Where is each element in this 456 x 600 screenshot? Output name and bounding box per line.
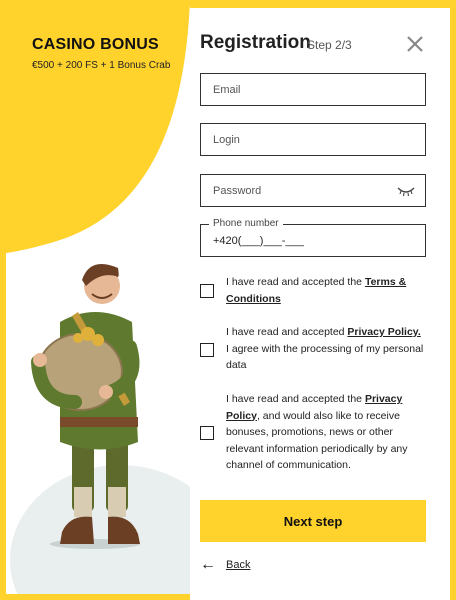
privacy-checkbox-suffix: I agree with the processing of my personal data (226, 342, 424, 371)
email-field[interactable] (201, 74, 405, 105)
marketing-checkbox-suffix: , and would also like to receive bonuses, promotions, news or other relevant information periodically by any channel of communication. (226, 409, 408, 471)
registration-title: Registration (200, 32, 311, 53)
privacy-policy-link[interactable]: Privacy Policy. (347, 326, 421, 338)
step-indicator: Step 2/3 (307, 38, 352, 52)
phone-label: Phone number (209, 218, 283, 229)
phone-field-wrapper[interactable] (200, 218, 426, 257)
privacy-checkbox-label (226, 324, 426, 374)
bonus-subtitle: €500 + 200 FS + 1 Bonus Crab (32, 60, 171, 71)
marketing-checkbox-text: I have read and accepted the (226, 393, 365, 405)
character-illustration (20, 252, 160, 552)
marketing-privacy-link[interactable]: Privacy Policy (226, 393, 403, 422)
bonus-title: CASINO BONUS (32, 36, 159, 53)
terms-checkbox-text: I have read and accepted the (226, 276, 365, 288)
login-field-wrapper (200, 123, 426, 156)
marketing-checkbox-label (226, 391, 426, 474)
terms-link[interactable]: Terms & Conditions (226, 276, 407, 305)
eye-closed-icon[interactable] (397, 184, 415, 202)
terms-checkbox[interactable] (200, 284, 214, 298)
registration-panel (190, 0, 456, 600)
email-field-wrapper (200, 73, 426, 106)
next-step-button[interactable]: Next step (200, 500, 426, 542)
password-field-wrapper (200, 174, 426, 207)
arrow-left-icon[interactable]: ← (200, 556, 216, 573)
privacy-checkbox[interactable] (200, 343, 214, 357)
privacy-checkbox-text: I have read and accepted (226, 326, 348, 338)
close-icon[interactable] (405, 34, 425, 54)
marketing-checkbox[interactable] (200, 426, 214, 440)
login-field[interactable] (201, 124, 405, 155)
top-accent-bar (190, 0, 456, 8)
back-link[interactable] (200, 557, 250, 573)
terms-checkbox-label (226, 274, 426, 307)
phone-field[interactable]: +420(___)___-___ (213, 235, 304, 247)
promo-panel (0, 0, 190, 600)
back-label[interactable]: Back (226, 559, 251, 571)
right-accent-bar (450, 0, 456, 600)
password-field[interactable] (201, 175, 405, 206)
